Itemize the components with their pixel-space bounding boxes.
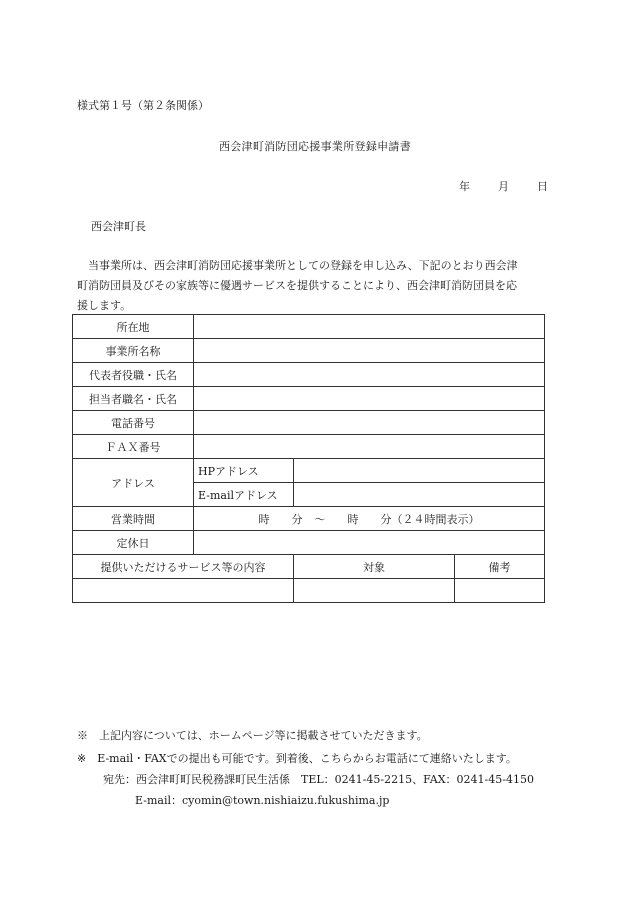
email-address-field[interactable] [294, 483, 545, 507]
phone-label: 電話番号 [73, 411, 194, 435]
row-hours [73, 507, 545, 531]
hours-note: （２４時間表示） [391, 512, 480, 526]
date-month: 月 [498, 180, 509, 193]
hp-address-label: HPアドレス [194, 459, 294, 483]
representative-field[interactable] [194, 363, 545, 387]
contact-address-line: 宛先：西会津町町民税務課町民生活係 TEL：0241-45-2215、FAX：0241-45-4150 [103, 773, 534, 786]
form-number: 様式第１号（第２条関係） [77, 99, 209, 112]
note-submission: ※ E-mail・FAXでの提出も可能です。到着後、こちらからお電話にて連絡いたします。 [77, 752, 517, 765]
target-header: 対象 [294, 555, 455, 579]
document-title: 西会津町消防団応援事業所登録申請書 [218, 140, 412, 153]
holiday-field[interactable] [194, 531, 545, 555]
hours-field[interactable] [194, 507, 545, 531]
service-field[interactable] [73, 579, 294, 603]
date-year: 年 [459, 180, 470, 193]
intro-paragraph [77, 256, 555, 316]
row-location [73, 315, 545, 339]
row-contact-person [73, 387, 545, 411]
row-phone [73, 411, 545, 435]
service-header: 提供いただけるサービス等の内容 [73, 555, 294, 579]
address-label: アドレス [73, 459, 194, 507]
location-field[interactable] [194, 315, 545, 339]
remarks-field[interactable] [455, 579, 545, 603]
addressee: 西会津町長 [91, 220, 146, 233]
fax-label: ＦＡＸ番号 [73, 435, 194, 459]
holiday-label: 定休日 [73, 531, 194, 555]
date-line [459, 178, 548, 194]
business-name-field[interactable] [194, 339, 545, 363]
hours-hour-1: 時 [258, 512, 270, 526]
hours-tilde: ～ [314, 512, 326, 526]
business-name-label: 事業所名称 [73, 339, 194, 363]
row-service-body [73, 579, 545, 603]
intro-line-1: 当事業所は、西会津町消防団応援事業所としての登録を申し込み、下記のとおり西会津 [88, 259, 518, 272]
hp-address-field[interactable] [294, 459, 545, 483]
contact-person-label: 担当者職名・氏名 [73, 387, 194, 411]
hours-label: 営業時間 [73, 507, 194, 531]
date-day: 日 [537, 180, 548, 193]
hours-minute-2: 分 [380, 512, 392, 526]
phone-field[interactable] [194, 411, 545, 435]
contact-email-line: E-mail：cyomin@town.nishiaizu.fukushima.jp [135, 794, 390, 807]
hours-minute-1: 分 [291, 512, 303, 526]
representative-label: 代表者役職・氏名 [73, 363, 194, 387]
email-address-label: E-mailアドレス [194, 483, 294, 507]
target-field[interactable] [294, 579, 455, 603]
location-label: 所在地 [73, 315, 194, 339]
fax-field[interactable] [194, 435, 545, 459]
intro-line-2: 町消防団員及びその家族等に優遇サービスを提供することにより、西会津町消防団員を応 [77, 279, 517, 292]
registration-form-table [72, 314, 545, 603]
note-publication: ※ 上記内容については、ホームページ等に掲載させていただきます。 [77, 729, 428, 742]
remarks-header: 備考 [455, 555, 545, 579]
row-service-header [73, 555, 545, 579]
row-hp-address [73, 459, 545, 483]
hours-hour-2: 時 [347, 512, 359, 526]
row-fax [73, 435, 545, 459]
intro-line-3: 援します。 [77, 299, 132, 312]
row-business-name [73, 339, 545, 363]
row-holiday [73, 531, 545, 555]
contact-person-field[interactable] [194, 387, 545, 411]
row-representative [73, 363, 545, 387]
